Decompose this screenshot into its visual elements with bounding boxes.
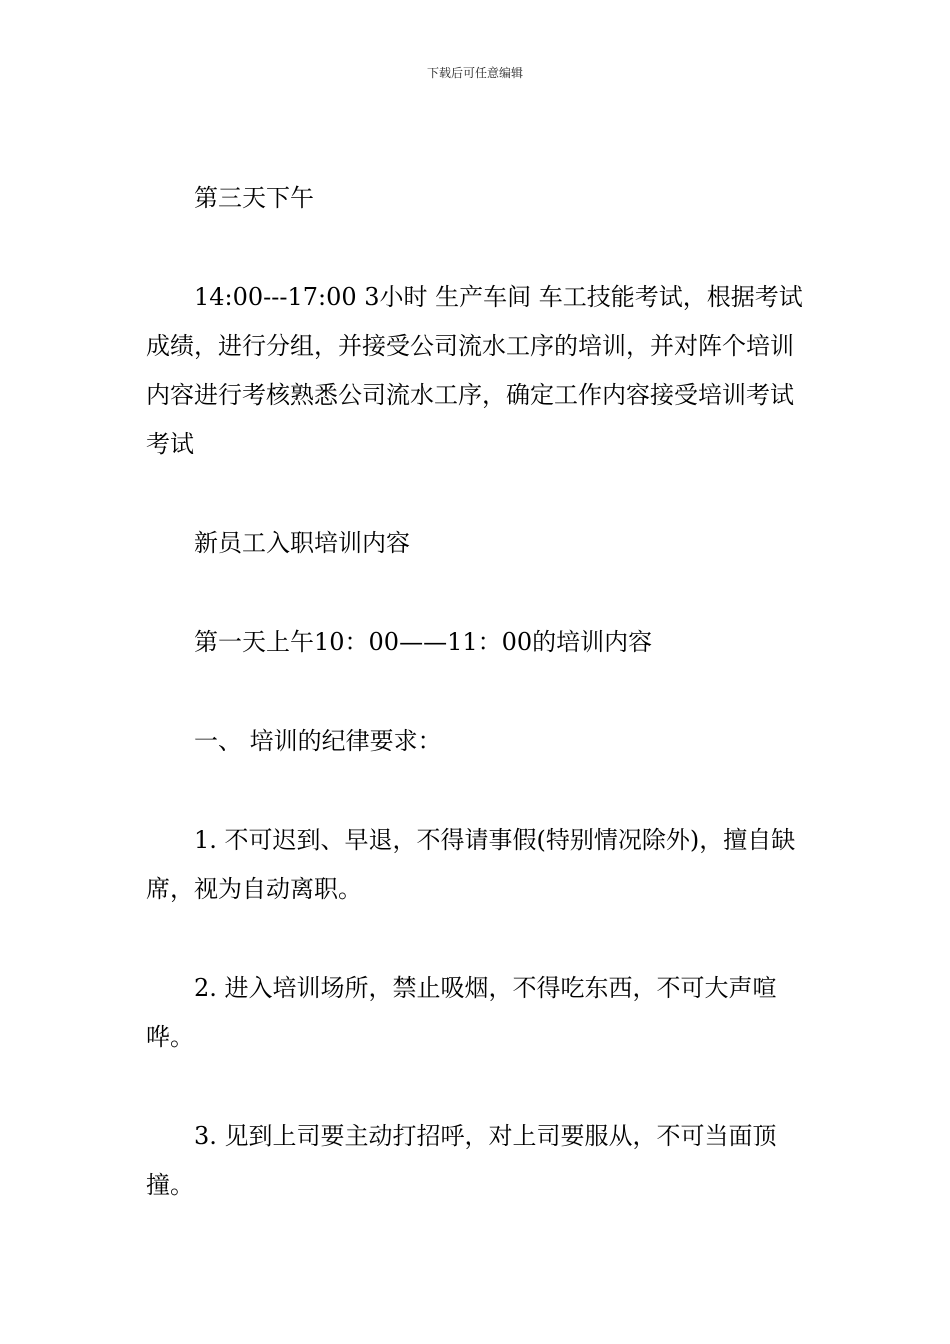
paragraph-skill-exam: 14:00---17:00 3小时 生产车间 车工技能考试，根据考试成绩，进行分组，并接受公司流水工序的培训，并对阵个培训内容进行考核熟悉公司流水工序，确定工作内容接受培训考试 考试 xyxy=(146,283,803,458)
paragraph-training-title: 新员工入职培训内容 xyxy=(194,529,410,557)
page-header: 下载后可任意编辑 xyxy=(426,66,523,80)
paragraph-section-discipline: 一、 培训的纪律要求： xyxy=(194,727,442,755)
paragraph-day3-afternoon: 第三天下午 xyxy=(194,184,314,212)
paragraph-day1-morning: 第一天上午10：00——11：00的培训内容 xyxy=(194,628,653,656)
paragraph-rule-2: 2. 进入培训场所，禁止吸烟，不得吃东西，不可大声喧哗。 xyxy=(146,974,777,1051)
paragraph-rule-1: 1. 不可迟到、早退，不得请事假(特别情况除外)，擅自缺席，视为自动离职。 xyxy=(146,826,796,903)
document-body xyxy=(146,174,808,1260)
paragraph-rule-3: 3. 见到上司要主动打招呼，对上司要服从，不可当面顶撞。 xyxy=(146,1122,777,1199)
